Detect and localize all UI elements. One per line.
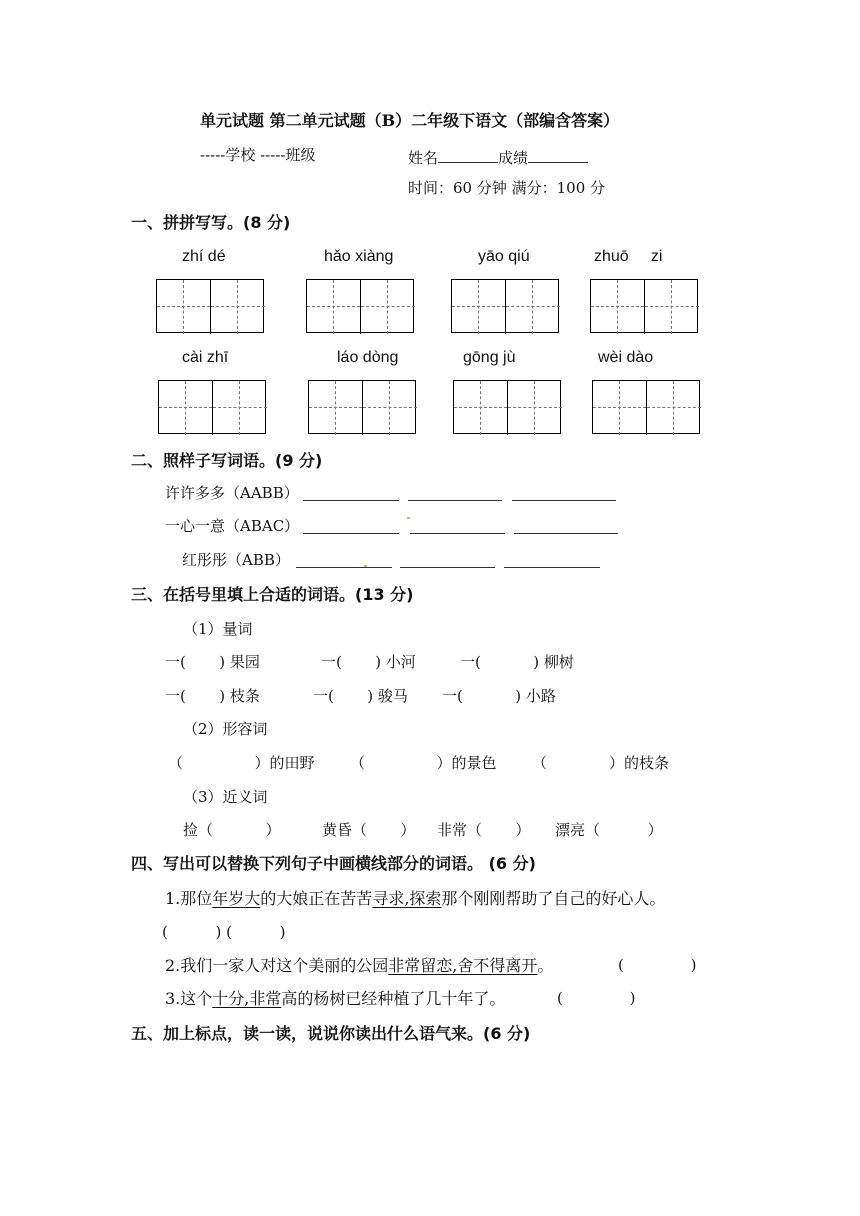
pattern-label-abb: 红彤彤（ABB）: [182, 551, 290, 569]
pinyin-6: láo dòng: [337, 349, 399, 366]
subheading-synonyms: （3）近义词: [183, 788, 268, 806]
answer-line-aabb-3[interactable]: [512, 500, 616, 501]
pattern-row-abac: [165, 519, 299, 534]
pinyin-5: cài zhī: [182, 349, 229, 366]
answer-line-aabb-2[interactable]: [408, 500, 502, 501]
answer-line-abac-3[interactable]: [514, 533, 618, 534]
pattern-label-aabb: 许许多多（AABB）: [165, 484, 299, 502]
section5-heading: 五、加上标点，读一读，说说你读出什么语气来。(6 分): [131, 1024, 531, 1043]
pattern-row-abb: [182, 553, 290, 568]
fill-measure-2[interactable]: 一( ) 小河: [321, 653, 416, 671]
writing-grid-3[interactable]: [451, 279, 559, 333]
section1-heading: 一、拼拼写写。(8 分): [131, 213, 291, 232]
time-info: 时间：60 分钟 满分：100 分: [408, 179, 606, 197]
writing-grid-5[interactable]: [158, 380, 266, 434]
section2-heading: 二、照样子写词语。(9 分): [131, 451, 323, 470]
question-4-1: 1.那位年岁大的大娘正在苦苦寻求,探索那个刚刚帮助了自己的好心人。: [165, 889, 666, 908]
answer-line-abb-2[interactable]: [400, 567, 495, 568]
fill-measure-5[interactable]: 一( ) 骏马: [313, 687, 408, 705]
fill-synonym-4[interactable]: 漂亮（ ）: [555, 821, 663, 839]
fill-measure-4[interactable]: 一( ) 枝条: [165, 687, 260, 705]
pinyin-8: wèi dào: [598, 349, 654, 366]
pattern-label-abac: 一心一意（ABAC）: [165, 517, 300, 535]
name-label: 姓名: [408, 149, 439, 167]
writing-grid-7[interactable]: [453, 380, 561, 434]
subheading-adjectives: （2）形容词: [183, 720, 268, 738]
answer-blank-4-2[interactable]: ( ): [618, 956, 697, 974]
pinyin-1: zhí dé: [182, 248, 226, 265]
answer-blanks-4-1[interactable]: ( ) ( ): [162, 923, 286, 941]
score-blank[interactable]: [528, 148, 588, 163]
score-label: 成绩: [498, 149, 529, 167]
answer-line-abb-3[interactable]: [504, 567, 600, 568]
answer-blank-4-3[interactable]: ( ): [557, 989, 636, 1007]
writing-grid-6[interactable]: [308, 380, 416, 434]
school-class-line: -----学校 -----班级: [200, 146, 316, 164]
answer-line-abac-1[interactable]: [303, 533, 399, 534]
fill-synonym-1[interactable]: 捡（ ）: [183, 821, 281, 839]
pinyin-7: gōng jù: [463, 349, 516, 366]
page-title: 单元试题 第二单元试题（B）二年级下语文（部编含答案）: [200, 111, 620, 130]
name-score-line: [408, 148, 588, 166]
pattern-row-aabb: [165, 486, 299, 501]
underlined-phrase: 年岁大: [212, 889, 261, 908]
name-blank[interactable]: [438, 148, 498, 163]
pinyin-2: hǎo xiàng: [324, 248, 394, 265]
fill-measure-1[interactable]: 一( ) 果园: [165, 653, 260, 671]
pinyin-4: zhuō zi: [594, 248, 663, 265]
section3-heading: 三、在括号里填上合适的词语。(13 分): [131, 585, 414, 604]
writing-grid-4[interactable]: [590, 279, 698, 333]
fill-adjective-1[interactable]: （ ）的田野: [168, 754, 315, 772]
section4-heading: 四、写出可以替换下列句子中画横线部分的词语。 (6 分): [131, 854, 536, 873]
fill-adjective-3[interactable]: （ ）的枝条: [532, 754, 669, 772]
underlined-phrase: 寻求,探索: [372, 889, 442, 908]
fill-measure-3[interactable]: 一( ) 柳树: [460, 653, 574, 671]
pinyin-3: yāo qiú: [478, 248, 530, 265]
stray-mark: [407, 517, 410, 519]
fill-synonym-3[interactable]: 非常（ ）: [437, 821, 531, 839]
fill-measure-6[interactable]: 一( ) 小路: [442, 687, 556, 705]
answer-line-aabb-1[interactable]: [303, 500, 399, 501]
underlined-phrase: 非常留恋,舍不得离开: [388, 956, 538, 975]
underlined-phrase: 十分,非常: [212, 989, 282, 1008]
fill-adjective-2[interactable]: （ ）的景色: [350, 754, 497, 772]
writing-grid-8[interactable]: [592, 380, 700, 434]
stray-mark: [364, 565, 367, 567]
subheading-measure-words: （1）量词: [183, 620, 253, 638]
answer-line-abb-1[interactable]: [296, 567, 392, 568]
writing-grid-1[interactable]: [156, 279, 264, 333]
fill-synonym-2[interactable]: 黄昏（ ）: [322, 821, 416, 839]
writing-grid-2[interactable]: [306, 279, 414, 333]
question-4-2: 2.我们一家人对这个美丽的公园非常留恋,舍不得离开。: [165, 956, 554, 975]
question-4-3: 3.这个十分,非常高的杨树已经种植了几十年了。: [165, 989, 506, 1008]
answer-line-abac-2[interactable]: [410, 533, 505, 534]
